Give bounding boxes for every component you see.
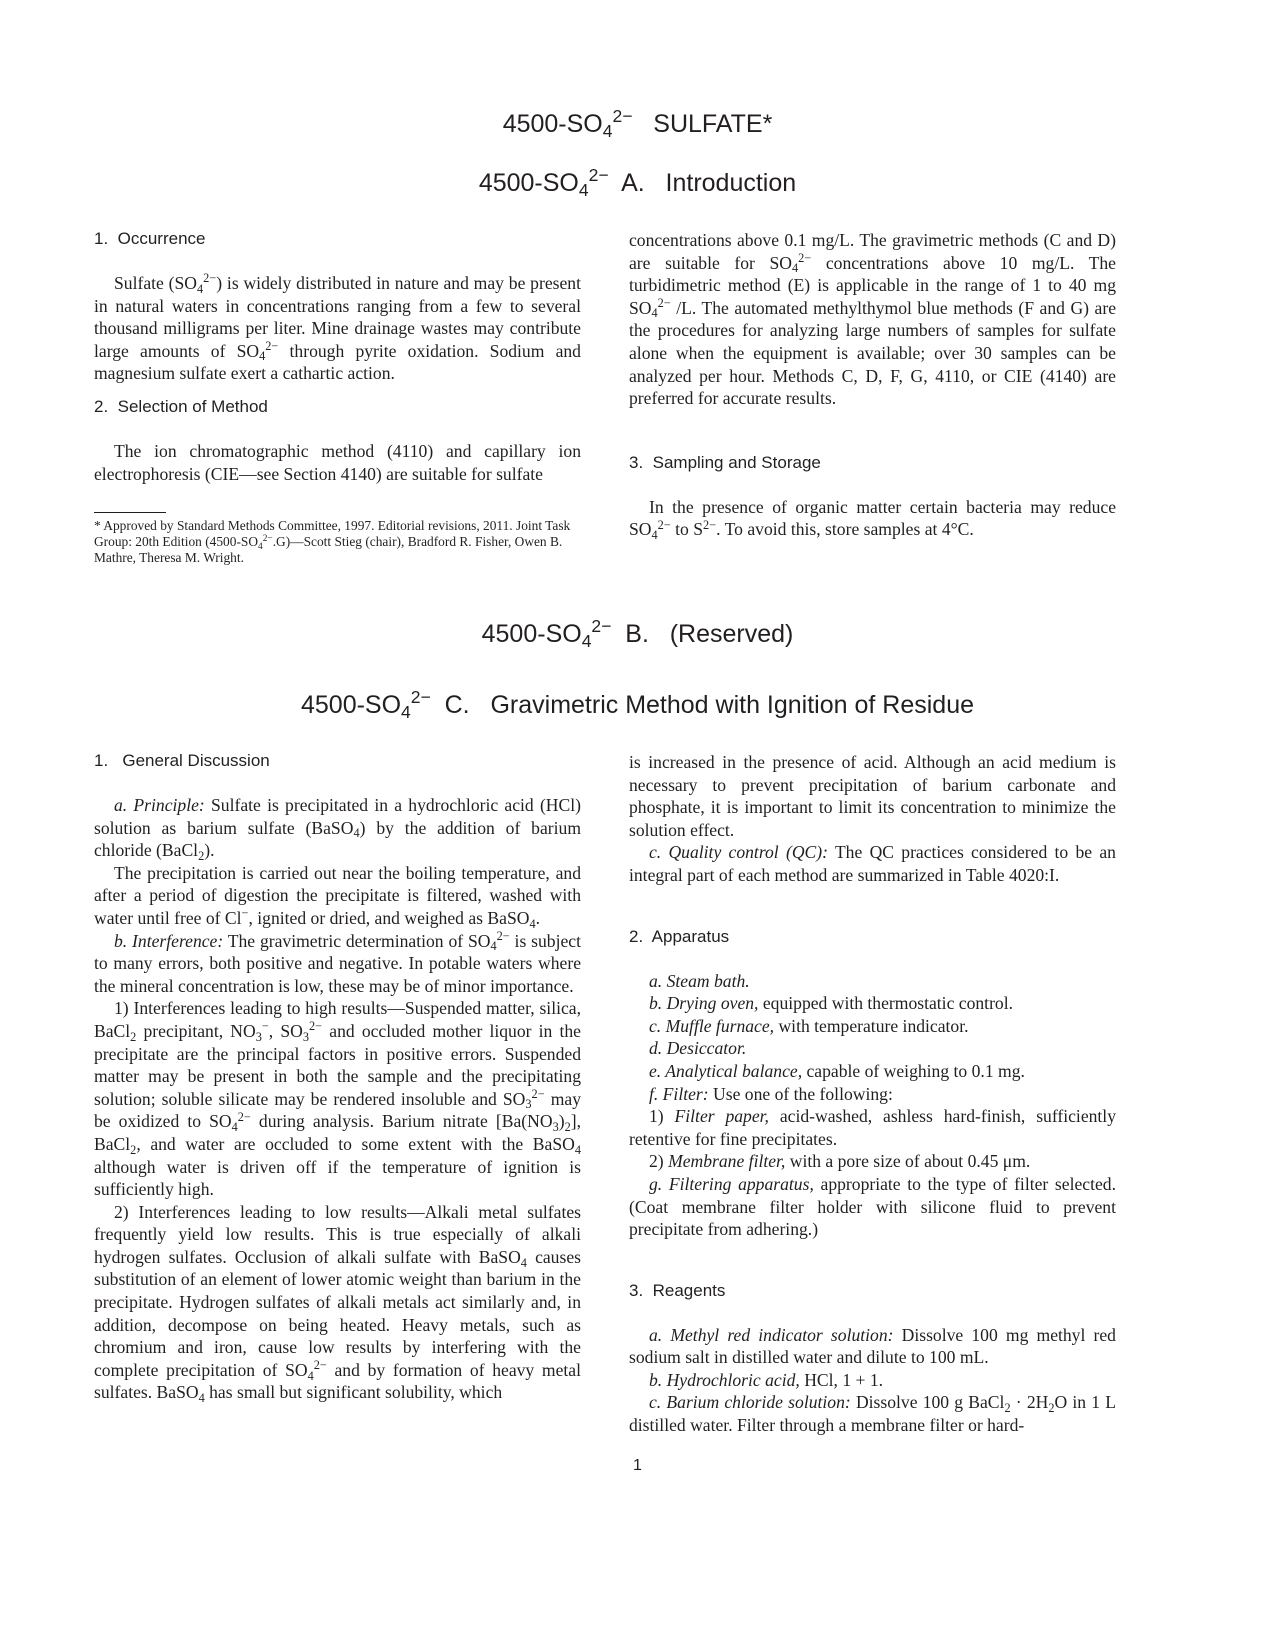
text-run: 1): [649, 1106, 675, 1127]
text-run: ], BaCl: [94, 1111, 581, 1154]
paragraph-selection-of-method: [94, 440, 581, 485]
subscript: 4: [258, 541, 263, 552]
text-run: through pyrite oxidation. Sodium and magnesium sulfate exert a cathartic action.: [94, 340, 581, 384]
text-run: 2): [649, 1151, 669, 1172]
paragraph-selection-continued: [629, 229, 1116, 410]
superscript: 2−: [262, 533, 273, 544]
section-c-title: [0, 687, 1275, 723]
italic-text: c. Quality control (QC):: [649, 842, 828, 863]
apparatus-item: [629, 1173, 1116, 1241]
apparatus-item: [629, 992, 1116, 1015]
italic-text: g. Filtering apparatus,: [649, 1173, 814, 1194]
italic-text: a. Steam bath.: [649, 970, 750, 991]
text-run: Sulfate (SO: [114, 273, 197, 293]
section-c-right-column: [629, 751, 1116, 1437]
superscript: 2−: [798, 250, 812, 265]
text-run: * Approved by Standard Methods Committee, 1997. Editorial revisions, 2011. Joint Task Group: 20th Edition (4500-SO: [94, 518, 571, 549]
text-run: 4500-SO: [478, 169, 579, 197]
text-run: .: [535, 907, 541, 928]
italic-text: a. Methyl red indicator solution:: [649, 1324, 894, 1345]
text-run: 2) Interferences leading to low results—Alkali metal sulfates frequently yield low results. This is true especially of alkali hydrogen sulfates. Occlusion of alkali sulfate with BaSO: [94, 1201, 581, 1267]
subscript: 3: [302, 1029, 309, 1044]
superscript: 2−: [612, 106, 633, 127]
text-run: and occluded mother liquor in the precipitate are the principal factors in positive errors. Suspended matter may be present in both the sample and the precipitating solution; soluble silicate may be rendered insoluble and SO: [94, 1020, 581, 1109]
italic-text: b. Hydrochloric acid,: [649, 1369, 800, 1390]
reagent-item: [629, 1391, 1116, 1436]
text-run: .G)—Scott Stieg (chair), Bradford R. Fisher, Owen B. Mathre, Theresa M. Wright.: [94, 534, 563, 565]
text-run: and by formation of heavy metal sulfates. BaSO: [94, 1359, 581, 1403]
paragraph-low-results: [94, 1201, 581, 1404]
reagent-item: [629, 1369, 1116, 1392]
subscript: 2: [1004, 1401, 1011, 1416]
subscript: 2: [564, 1120, 571, 1134]
paragraph-precipitation: [94, 862, 581, 930]
italic-text: c. Barium chloride solution:: [649, 1392, 851, 1413]
paragraph-interference: [94, 930, 581, 998]
text-run: with a pore size of about 0.45 μm.: [785, 1151, 1031, 1172]
text-run: The gravimetric determination of SO: [223, 930, 491, 951]
text-run: equipped with thermostatic control.: [758, 993, 1014, 1014]
superscript: 2−: [410, 687, 431, 708]
superscript: 2−: [265, 339, 279, 354]
text-run: although water is driven off if the temperature of ignition is sufficiently high.: [94, 1156, 581, 1200]
superscript: 2−: [657, 296, 671, 311]
subscript: 2: [198, 848, 205, 863]
superscript: 2−: [237, 1109, 251, 1124]
section-c-left-column: [94, 750, 581, 1404]
text-run: Dissolve 100 g BaCl: [850, 1392, 1005, 1413]
subscript: 4: [529, 916, 536, 931]
text-run: during analysis. Barium nitrate [Ba(NO: [250, 1111, 553, 1132]
italic-text: e. Analytical balance,: [649, 1060, 803, 1081]
subscript: 3: [525, 1097, 532, 1112]
subscript: 4: [520, 1255, 527, 1270]
text-run: , ignited or dried, and weighed as BaSO: [248, 907, 530, 928]
text-run: SULFATE*: [632, 110, 773, 138]
subscript: 4: [581, 631, 592, 652]
apparatus-item: [629, 1015, 1116, 1038]
italic-text: b. Interference:: [114, 930, 224, 951]
subscript: 4: [578, 180, 589, 201]
italic-text: Filter paper,: [674, 1106, 769, 1127]
text-run: to S: [670, 519, 704, 540]
paragraph-quality-control: [629, 841, 1116, 886]
text-run: , and water are occluded to some extent with the BaSO: [136, 1133, 575, 1154]
superscript: −: [261, 1019, 269, 1034]
heading-occurrence: 1. Occurrence: [94, 229, 206, 248]
reagent-item: [629, 1324, 1116, 1369]
reagents-list: [629, 1324, 1116, 1437]
document-title: [0, 106, 1275, 142]
text-run: ): [558, 1111, 565, 1132]
subscript: 4: [198, 1391, 205, 1406]
text-run: /L. The automated methylthymol blue methods (F and G) are the procedures for analyzing large numbers of samples for sulfate alone when the equipment is available; over 30 samples can be analyzed per hour. Methods C, D, F, G, 4110, or CIE (4140) are preferred for accurate results.: [629, 297, 1116, 409]
heading-selection-of-method: 2. Selection of Method: [94, 396, 268, 416]
text-run: The QC practices considered to be an integral part of each method are summarized in Table 4020:I.: [629, 842, 1116, 885]
text-run: The precipitation is carried out near the boiling temperature, and after a period of digestion the precipitate is filtered, washed with water until free of Cl: [94, 862, 581, 928]
section-a-left-column: [94, 228, 581, 485]
text-run: acid-washed, ashless hard-finish, sufficiently retentive for fine precipitates.: [629, 1106, 1116, 1149]
subscript: 4: [792, 261, 799, 276]
subscript: 2: [1048, 1401, 1055, 1416]
superscript: 2−: [588, 165, 609, 186]
text-run: Dissolve 100 mg methyl red sodium salt in distilled water and dilute to 100 mL.: [629, 1324, 1116, 1368]
text-run: ).: [204, 840, 215, 861]
text-run: capable of weighing to 0.1 mg.: [802, 1060, 1025, 1081]
italic-text: Membrane filter,: [668, 1151, 786, 1172]
text-run: causes substitution of an element of lower atomic weight than barium in the precipitate. Hydrogen sulfates of alkali metals act similarly and, in addition, decompose on being heated. Heavy metals, such as chromium and iron, cause low results by interfering with the complete precipitation of SO: [94, 1246, 581, 1380]
text-run: precipitant, NO: [136, 1020, 256, 1041]
text-run: The ion chromatographic method (4110) and capillary ion electrophoresis (CIE—see Section 4140) are suitable for sulfate: [94, 440, 581, 484]
text-run: 1) Interferences leading to high results—Suspended matter, silica, BaCl: [94, 998, 581, 1041]
subscript: 3: [255, 1029, 262, 1044]
superscript: 2−: [531, 1086, 545, 1101]
text-run: C. Gravimetric Method with Ignition of Residue: [430, 691, 975, 719]
italic-text: b. Drying oven,: [649, 993, 759, 1014]
apparatus-item: [629, 1150, 1116, 1173]
apparatus-item: [629, 1060, 1116, 1083]
italic-text: f. Filter:: [649, 1083, 709, 1104]
text-run: with temperature indicator.: [774, 1015, 969, 1036]
text-run: Sulfate is precipitated in a hydrochloric acid (HCl) solution as barium sulfate (BaSO: [94, 795, 581, 838]
subscript: 4: [197, 281, 204, 296]
apparatus-item: [629, 1037, 1116, 1060]
subscript: 2: [130, 1029, 137, 1044]
text-run: O in 1 L distilled water. Filter through a membrane filter or hard-: [629, 1392, 1116, 1436]
footnote: [94, 518, 584, 566]
page-number: 1: [633, 1457, 642, 1474]
text-run: is subject to many errors, both positive and negative. In potable waters where the mineral concentration is low, these may be of minor importance.: [94, 930, 581, 996]
paragraph-high-results: [94, 997, 581, 1200]
text-run: concentrations above 0.1 mg/L. The gravimetric methods (C and D) are suitable for SO: [629, 230, 1116, 273]
superscript: 2−: [591, 616, 612, 637]
text-run: HCl, 1 + 1.: [799, 1369, 884, 1390]
apparatus-item: [629, 1105, 1116, 1150]
italic-text: c. Muffle furnace,: [649, 1015, 775, 1036]
text-run: ) by the addition of barium chloride (BaCl: [94, 817, 582, 861]
subscript: 4: [231, 1120, 238, 1134]
superscript: 2−: [313, 1358, 327, 1373]
text-run: 4500-SO: [481, 620, 582, 648]
italic-text: a. Principle:: [114, 795, 205, 815]
paragraph-occurrence: [94, 272, 581, 385]
text-run: 4500-SO: [300, 691, 402, 719]
superscript: 2−: [496, 928, 510, 943]
text-run: ) is widely distributed in nature and may be present in natural waters in concentrations ranging from a few to several thousand milligrams per liter. Mine drainage wastes may contribute large amounts of SO: [94, 273, 581, 361]
paragraph-sampling-and-storage: [629, 496, 1116, 541]
text-run: may be oxidized to SO: [94, 1088, 581, 1132]
section-b-title: [0, 616, 1275, 652]
subscript: 4: [307, 1368, 314, 1383]
paragraph-principle: [94, 794, 581, 862]
text-run: appropriate to the type of filter selected. (Coat membrane filter holder with silicone fluid to prevent precipitate from adhering.): [629, 1173, 1116, 1240]
heading-sampling-and-storage: 3. Sampling and Storage: [629, 452, 821, 472]
subscript: 4: [401, 702, 411, 723]
section-a-title: [0, 165, 1275, 201]
subscript: 4: [602, 121, 613, 142]
text-run: , SO: [268, 1020, 303, 1041]
paragraph-solubility-continued: [629, 751, 1116, 841]
apparatus-item: [629, 1083, 1116, 1106]
heading-reagents: 3. Reagents: [629, 1280, 726, 1300]
apparatus-list: [629, 970, 1116, 1241]
superscript: −: [241, 906, 249, 921]
footnote-divider: [94, 512, 166, 513]
superscript: 2−: [203, 271, 217, 286]
subscript: 4: [353, 826, 360, 841]
section-a-right-column: [629, 229, 1116, 541]
subscript: 4: [259, 349, 266, 364]
subscript: 3: [552, 1120, 559, 1134]
subscript: 2: [130, 1142, 137, 1157]
heading-general-discussion: 1. General Discussion: [94, 751, 270, 770]
text-run: · 2H: [1010, 1392, 1049, 1413]
text-run: Use one of the following:: [708, 1083, 893, 1104]
text-run: B. (Reserved): [611, 620, 794, 648]
text-run: In the presence of organic matter certain bacteria may reduce SO: [629, 496, 1116, 540]
text-run: concentrations above 10 mg/L. The turbidimetric method (E) is applicable in the range of 1 to 40 mg SO: [629, 252, 1116, 318]
apparatus-item: [629, 970, 1116, 993]
text-run: A. Introduction: [608, 169, 797, 197]
superscript: 2−: [657, 517, 671, 532]
text-run: is increased in the presence of acid. Although an acid medium is necessary to prevent precipitation of barium carbonate and phosphate, it is important to limit its concentration to minimize the solution effect.: [629, 752, 1116, 840]
italic-text: d. Desiccator.: [649, 1038, 747, 1059]
subscript: 4: [651, 306, 658, 321]
heading-apparatus: 2. Apparatus: [629, 926, 730, 946]
superscript: 2−: [703, 517, 717, 532]
subscript: 4: [574, 1142, 581, 1157]
subscript: 4: [490, 939, 497, 954]
text-run: 4500-SO: [502, 110, 603, 138]
text-run: has small but significant solubility, which: [204, 1382, 503, 1403]
superscript: 2−: [309, 1019, 323, 1034]
subscript: 4: [651, 528, 658, 543]
text-run: . To avoid this, store samples at 4°C.: [716, 519, 974, 540]
